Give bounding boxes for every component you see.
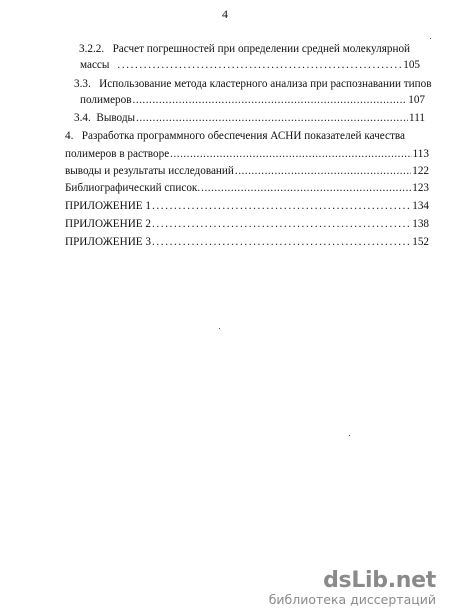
toc-leader-dots: [235, 165, 411, 178]
watermark-logo: dsLib.net: [323, 568, 436, 593]
toc-entry-title: Использование метода кластерного анализа при распознавании типов: [99, 78, 432, 90]
toc-entry-page: 111: [409, 112, 425, 124]
toc-entry-title: Библиографический список.: [65, 182, 201, 194]
toc-entry-title: Разработка программного обеспечения АСНИ показателей качества: [81, 130, 405, 142]
toc-entry-title: ПРИЛОЖЕНИЕ 1: [65, 200, 152, 212]
watermark: [269, 569, 436, 607]
toc-entry-page: 122: [412, 165, 429, 177]
toc-entry-page: 123: [412, 182, 429, 194]
toc-entry-title: Выводы: [96, 112, 136, 124]
scan-speck: [430, 38, 431, 39]
toc-entry-appendix-1: [65, 200, 429, 213]
toc-entry-appendix-3: [65, 236, 429, 249]
toc-entry-title: ПРИЛОЖЕНИЕ 2: [65, 218, 152, 230]
toc-entry-number: 4.: [65, 130, 74, 142]
toc-entry-title-continued: полимеров: [80, 94, 132, 106]
toc-entry-title-continued: полимеров в растворе: [65, 148, 170, 160]
toc-leader-dots: [152, 218, 411, 231]
toc-entry-number: 3.2.2.: [79, 43, 105, 55]
toc-leader-dots: [117, 59, 402, 72]
toc-entry-number: 3.4.: [74, 112, 91, 124]
toc-leader-dots: [170, 148, 411, 161]
toc-entry-page: 107: [408, 94, 425, 106]
toc-leader-dots: [201, 182, 411, 195]
toc-leader-dots: [133, 94, 408, 107]
toc-entry-conclusions: [65, 165, 429, 178]
toc-entry-page: 152: [412, 236, 429, 248]
scan-speck: [349, 435, 350, 436]
toc-entry-title-continued: массы: [80, 59, 110, 71]
toc-leader-dots: [152, 236, 411, 249]
scan-speck: [219, 328, 220, 329]
toc-entry-appendix-2: [65, 218, 429, 231]
toc-leader-dots: [152, 200, 411, 213]
toc-entry-bibliography: [65, 182, 429, 195]
toc-entry-page: 134: [412, 200, 429, 212]
toc-entry-page: 105: [403, 59, 420, 71]
toc-entry-title: Расчет погрешностей при определении средней молекулярной: [112, 43, 411, 55]
toc-leader-dots: [136, 112, 408, 125]
toc-entry-title: выводы и результаты исследований: [65, 165, 234, 177]
toc-entry-title: ПРИЛОЖЕНИЕ 3: [65, 236, 152, 248]
page-number: 4: [222, 7, 228, 21]
toc-entry-page: 113: [412, 148, 429, 160]
watermark-caption: библиотека диссертаций: [268, 592, 436, 607]
toc-entry-number: 3.3.: [74, 78, 91, 90]
toc-entry-page: 138: [412, 218, 429, 230]
